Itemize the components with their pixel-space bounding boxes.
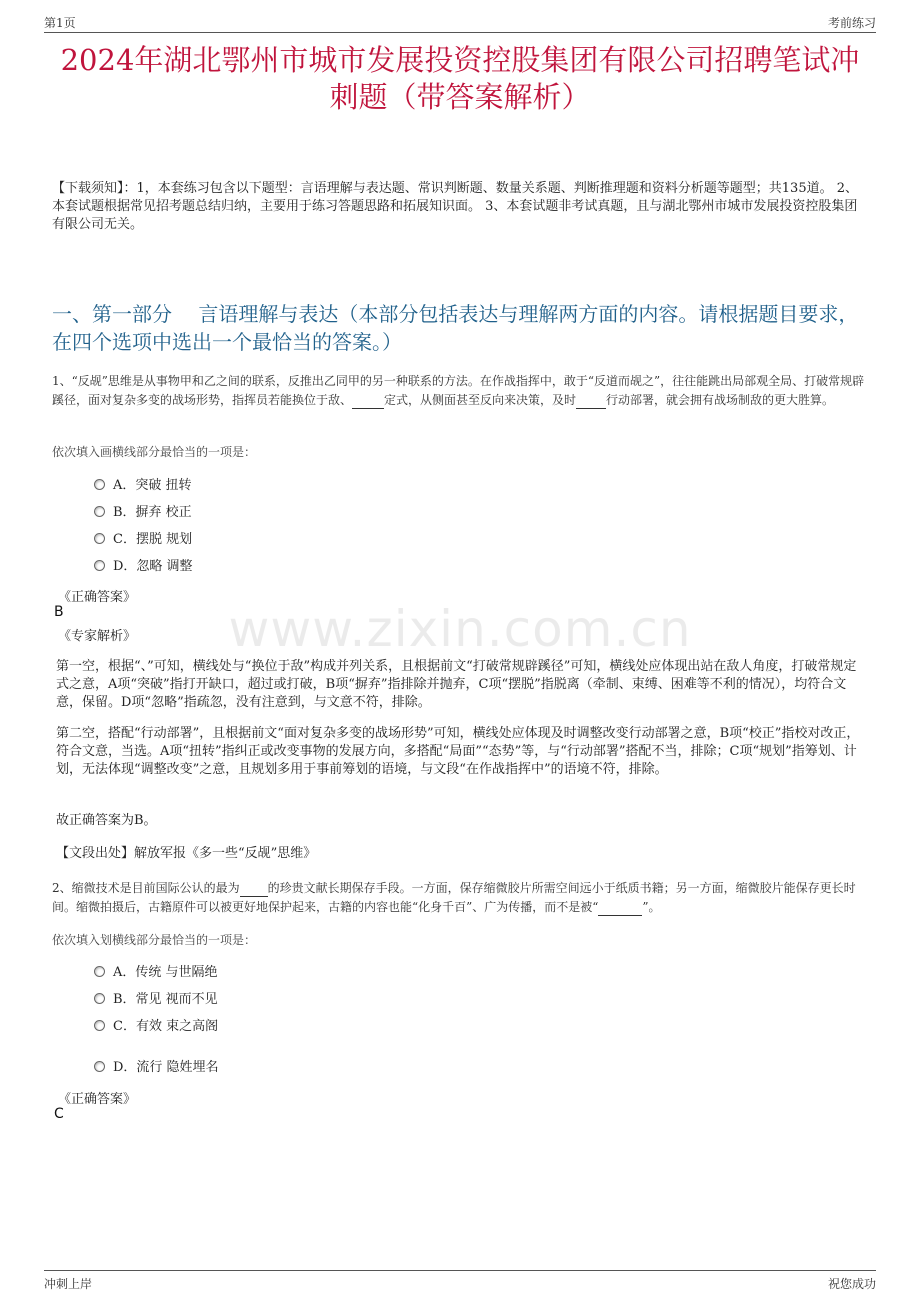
radio-icon[interactable] [94,533,105,544]
footer-right-text: 祝您成功 [827,1277,876,1291]
option-label: B．常见 视而不见 [113,992,218,1007]
q2-text-b: 的珍贵文献长期保存手段。一方面，保存缩微胶片所需空间远小于纸质书籍；另一方面，缩微胶片能保存更长时间。缩微拍摄后，古籍原件可以被更好地保护起来，古籍的内容也能“化身千百”、广为传播，而不是被“ [52,881,856,914]
q2-answer-label: 《正确答案》 [58,1092,137,1107]
radio-icon[interactable] [94,966,105,977]
q1-option-b[interactable] [94,503,192,523]
section-heading: 一、第一部分 言语理解与表达（本部分包括表达与理解两方面的内容。请根据题目要求，在四个选项中选出一个最恰当的答案。） [52,302,859,354]
watermark: www.zixin.com.cn [228,600,692,658]
radio-icon[interactable] [94,560,105,571]
q2-option-c[interactable] [94,1017,218,1037]
q2-text-a: 2、缩微技术是目前国际公认的最为 [52,881,240,895]
page-footer [44,1270,876,1293]
q1-option-c[interactable] [94,530,192,550]
q1-text-c: 行动部署，就会拥有战场制敌的更大胜算。 [606,393,835,407]
radio-icon[interactable] [94,506,105,517]
q2-blank-2 [598,897,642,916]
document-title: 2024年湖北鄂州市城市发展投资控股集团有限公司招聘笔试冲刺题（带答案解析） [60,43,860,114]
option-label: A．突破 扭转 [113,478,192,493]
q2-option-d[interactable] [94,1058,219,1078]
q1-option-d[interactable] [94,557,193,577]
q1-blank-1 [352,390,384,409]
q1-analysis-label: 《专家解析》 [58,629,137,644]
q1-analysis-paragraph-1: 第一空，根据“、”可知，横线处与“换位于敌”构成并列关系，且根据前文“打破常规辟蹊径”可知，横线处应体现出站在敌人角度，打破常规定式之意，A项“突破”指打开缺口，超过或打破，B项“摒弃”指排除并抛弃，C项“摆脱”指脱离（牵制、束缚、困难等不利的情况），均符合文意，保留。D项“忽略”指疏忽，没有注意到，与文意不符，排除。 [56,659,857,710]
q1-conclusion: 故正确答案为B。 [56,813,157,828]
q1-text-a: 1、“反觇”思维是从事物甲和乙之间的联系，反推出乙同甲的另一种联系的方法。在作战指挥中，敢于“反道而觇之”，往往能跳出局部观全局、打破常规辟蹊径，面对复杂多变的战场形势，指挥员若能换位于敌、 [52,374,865,407]
download-notice: 【下载须知】：1，本套练习包含以下题型：言语理解与表达题、常识判断题、数量关系题、判断推理题和资料分析题等题型；共135道。 2、本套试题根据常见招考题总结归纳，主要用于练习答题思路和拓展知识面。 3、本套试题非考试真题，且与湖北鄂州市城市发展投资控股集团有限公司无关。 [52,181,858,232]
question-2-text [52,878,870,916]
radio-icon[interactable] [94,993,105,1004]
q1-answer: B [54,604,64,620]
option-label: B．摒弃 校正 [113,505,192,520]
footer-left-text: 冲刺上岸 [44,1277,93,1291]
q1-answer-label: 《正确答案》 [58,590,137,605]
question-1-lead: 依次填入画横线部分最恰当的一项是： [52,445,257,459]
page-header [44,12,876,33]
option-label: C．摆脱 规划 [113,532,193,547]
option-label: D．忽略 调整 [113,559,193,574]
page-number: 第1页 [44,16,76,30]
radio-icon[interactable] [94,479,105,490]
option-label: A．传统 与世隔绝 [113,965,218,980]
q2-text-c: ”。 [642,900,661,914]
option-label: D．流行 隐姓埋名 [113,1060,219,1075]
question-1-text [52,372,870,409]
option-label: C．有效 束之高阁 [113,1019,219,1034]
q1-option-a[interactable] [94,476,192,496]
q2-answer: C [54,1106,64,1122]
q1-text-b: 定式，从侧面甚至反向来决策，及时 [384,393,577,407]
q2-option-a[interactable] [94,963,218,983]
header-label: 考前练习 [827,16,876,30]
q2-option-b[interactable] [94,990,218,1010]
q1-blank-2 [576,390,606,409]
radio-icon[interactable] [94,1020,105,1031]
q1-source: 【文段出处】解放军报《多一些“反觇”思维》 [56,846,317,861]
question-2-lead: 依次填入划横线部分最恰当的一项是： [52,933,257,947]
q1-analysis-paragraph-2: 第二空，搭配“行动部署”，且根据前文“面对复杂多变的战场形势”可知，横线处应体现及时调整改变行动部署之意，B项“校正”指校对改正，符合文意，当选。A项“扭转”指纠正或改变事物的发展方向，多搭配“局面”“态势”等，与“行动部署”搭配不当，排除；C项“规划”指筹划、计划，无法体现“调整改变”之意，且规划多用于事前筹划的语境，与文段“在作战指挥中”的语境不符，排除。 [56,726,860,777]
radio-icon[interactable] [94,1061,105,1072]
q2-blank-1 [240,878,268,897]
